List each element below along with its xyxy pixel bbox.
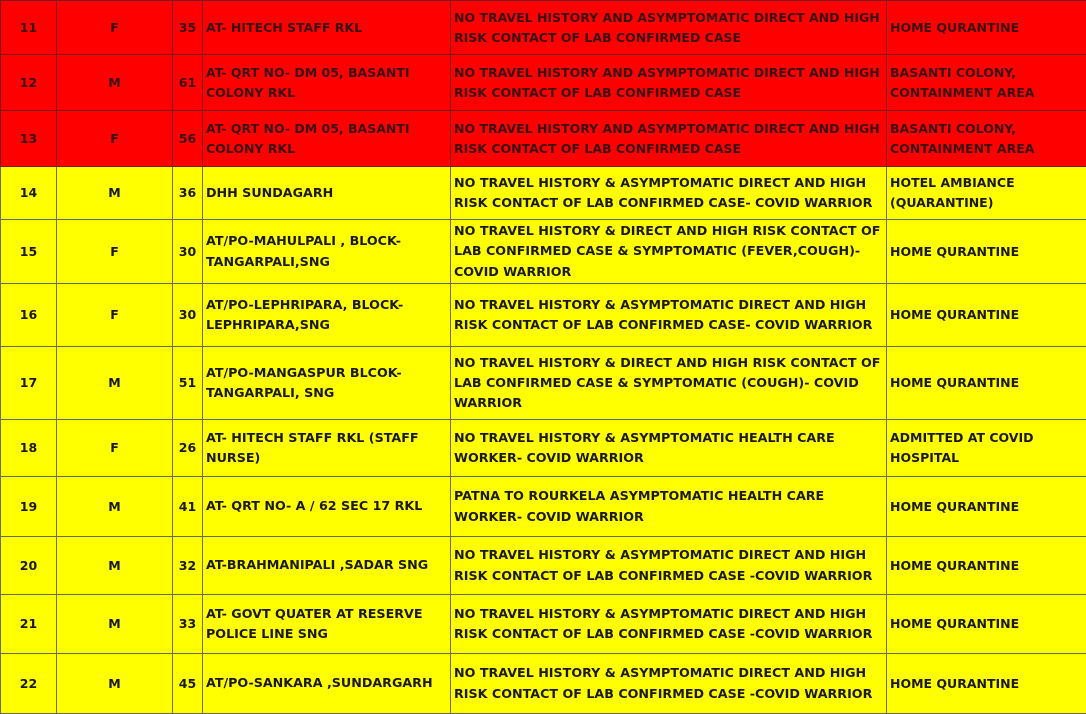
quarantine-status-cell: BASANTI COLONY, CONTAINMENT AREA bbox=[887, 55, 1086, 111]
contact-history-cell: NO TRAVEL HISTORY & ASYMPTOMATIC DIRECT AND HIGH RISK CONTACT OF LAB CONFIRMED CASE -COVID WARRIOR bbox=[451, 654, 887, 714]
table-row bbox=[1, 167, 1086, 220]
serial-number-cell: 17 bbox=[1, 347, 57, 420]
age-cell: 45 bbox=[173, 654, 203, 714]
serial-number-cell: 15 bbox=[1, 220, 57, 284]
serial-number-cell: 12 bbox=[1, 55, 57, 111]
address-cell: AT/PO-LEPHRIPARA, BLOCK-LEPHRIPARA,SNG bbox=[203, 284, 451, 347]
table-row bbox=[1, 537, 1086, 595]
age-cell: 41 bbox=[173, 477, 203, 537]
address-cell: AT/PO-MANGASPUR BLCOK- TANGARPALI, SNG bbox=[203, 347, 451, 420]
age-cell: 33 bbox=[173, 595, 203, 654]
age-cell: 51 bbox=[173, 347, 203, 420]
sex-cell: M bbox=[57, 595, 173, 654]
sex-cell: M bbox=[57, 347, 173, 420]
address-cell: AT- HITECH STAFF RKL bbox=[203, 1, 451, 55]
age-cell: 26 bbox=[173, 420, 203, 477]
age-cell: 30 bbox=[173, 220, 203, 284]
quarantine-status-cell: HOME QURANTINE bbox=[887, 1, 1086, 55]
quarantine-status-cell: HOME QURANTINE bbox=[887, 477, 1086, 537]
age-cell: 61 bbox=[173, 55, 203, 111]
age-cell: 56 bbox=[173, 111, 203, 167]
address-cell: AT- GOVT QUATER AT RESERVE POLICE LINE SNG bbox=[203, 595, 451, 654]
contact-history-cell: NO TRAVEL HISTORY & ASYMPTOMATIC HEALTH CARE WORKER- COVID WARRIOR bbox=[451, 420, 887, 477]
sex-cell: M bbox=[57, 477, 173, 537]
quarantine-status-cell: HOME QURANTINE bbox=[887, 220, 1086, 284]
contact-history-cell: NO TRAVEL HISTORY & ASYMPTOMATIC DIRECT AND HIGH RISK CONTACT OF LAB CONFIRMED CASE -COVID WARRIOR bbox=[451, 537, 887, 595]
age-cell: 30 bbox=[173, 284, 203, 347]
address-cell: AT- QRT NO- DM 05, BASANTI COLONY RKL bbox=[203, 111, 451, 167]
quarantine-status-cell: HOTEL AMBIANCE (QUARANTINE) bbox=[887, 167, 1086, 220]
serial-number-cell: 11 bbox=[1, 1, 57, 55]
table-row bbox=[1, 595, 1086, 654]
address-cell: AT- QRT NO- A / 62 SEC 17 RKL bbox=[203, 477, 451, 537]
quarantine-status-cell: HOME QURANTINE bbox=[887, 347, 1086, 420]
contact-history-cell: PATNA TO ROURKELA ASYMPTOMATIC HEALTH CARE WORKER- COVID WARRIOR bbox=[451, 477, 887, 537]
address-cell: AT-BRAHMANIPALI ,SADAR SNG bbox=[203, 537, 451, 595]
sex-cell: F bbox=[57, 420, 173, 477]
contact-history-cell: NO TRAVEL HISTORY AND ASYMPTOMATIC DIRECT AND HIGH RISK CONTACT OF LAB CONFIRMED CASE bbox=[451, 1, 887, 55]
quarantine-status-cell: HOME QURANTINE bbox=[887, 654, 1086, 714]
age-cell: 32 bbox=[173, 537, 203, 595]
quarantine-status-cell: HOME QURANTINE bbox=[887, 537, 1086, 595]
table-row bbox=[1, 284, 1086, 347]
contact-history-cell: NO TRAVEL HISTORY AND ASYMPTOMATIC DIRECT AND HIGH RISK CONTACT OF LAB CONFIRMED CASE bbox=[451, 55, 887, 111]
table-row bbox=[1, 347, 1086, 420]
contact-history-cell: NO TRAVEL HISTORY & DIRECT AND HIGH RISK CONTACT OF LAB CONFIRMED CASE & SYMPTOMATIC (COUGH)- COVID WARRIOR bbox=[451, 347, 887, 420]
serial-number-cell: 19 bbox=[1, 477, 57, 537]
serial-number-cell: 18 bbox=[1, 420, 57, 477]
sex-cell: M bbox=[57, 654, 173, 714]
age-cell: 36 bbox=[173, 167, 203, 220]
sex-cell: M bbox=[57, 167, 173, 220]
sex-cell: F bbox=[57, 284, 173, 347]
sex-cell: M bbox=[57, 55, 173, 111]
contact-history-cell: NO TRAVEL HISTORY AND ASYMPTOMATIC DIRECT AND HIGH RISK CONTACT OF LAB CONFIRMED CASE bbox=[451, 111, 887, 167]
table-row bbox=[1, 1, 1086, 55]
table-row bbox=[1, 111, 1086, 167]
contact-history-cell: NO TRAVEL HISTORY & ASYMPTOMATIC DIRECT AND HIGH RISK CONTACT OF LAB CONFIRMED CASE -COVID WARRIOR bbox=[451, 595, 887, 654]
age-cell: 35 bbox=[173, 1, 203, 55]
serial-number-cell: 13 bbox=[1, 111, 57, 167]
address-cell: AT- QRT NO- DM 05, BASANTI COLONY RKL bbox=[203, 55, 451, 111]
serial-number-cell: 14 bbox=[1, 167, 57, 220]
address-cell: AT/PO-SANKARA ,SUNDARGARH bbox=[203, 654, 451, 714]
address-cell: DHH SUNDAGARH bbox=[203, 167, 451, 220]
serial-number-cell: 16 bbox=[1, 284, 57, 347]
quarantine-status-cell: ADMITTED AT COVID HOSPITAL bbox=[887, 420, 1086, 477]
quarantine-status-cell: BASANTI COLONY, CONTAINMENT AREA bbox=[887, 111, 1086, 167]
serial-number-cell: 22 bbox=[1, 654, 57, 714]
quarantine-status-cell: HOME QURANTINE bbox=[887, 284, 1086, 347]
serial-number-cell: 21 bbox=[1, 595, 57, 654]
contact-history-cell: NO TRAVEL HISTORY & DIRECT AND HIGH RISK CONTACT OF LAB CONFIRMED CASE & SYMPTOMATIC (FEVER,COUGH)- COVID WARRIOR bbox=[451, 220, 887, 284]
contact-history-cell: NO TRAVEL HISTORY & ASYMPTOMATIC DIRECT AND HIGH RISK CONTACT OF LAB CONFIRMED CASE- COVID WARRIOR bbox=[451, 167, 887, 220]
address-cell: AT- HITECH STAFF RKL (STAFF NURSE) bbox=[203, 420, 451, 477]
case-list-body bbox=[1, 1, 1086, 714]
table-row bbox=[1, 654, 1086, 714]
sex-cell: F bbox=[57, 1, 173, 55]
sex-cell: M bbox=[57, 537, 173, 595]
contact-history-cell: NO TRAVEL HISTORY & ASYMPTOMATIC DIRECT AND HIGH RISK CONTACT OF LAB CONFIRMED CASE- COVID WARRIOR bbox=[451, 284, 887, 347]
serial-number-cell: 20 bbox=[1, 537, 57, 595]
quarantine-status-cell: HOME QURANTINE bbox=[887, 595, 1086, 654]
table-row bbox=[1, 477, 1086, 537]
address-cell: AT/PO-MAHULPALI , BLOCK-TANGARPALI,SNG bbox=[203, 220, 451, 284]
table-row bbox=[1, 220, 1086, 284]
table-row bbox=[1, 55, 1086, 111]
sex-cell: F bbox=[57, 111, 173, 167]
sex-cell: F bbox=[57, 220, 173, 284]
table-row bbox=[1, 420, 1086, 477]
